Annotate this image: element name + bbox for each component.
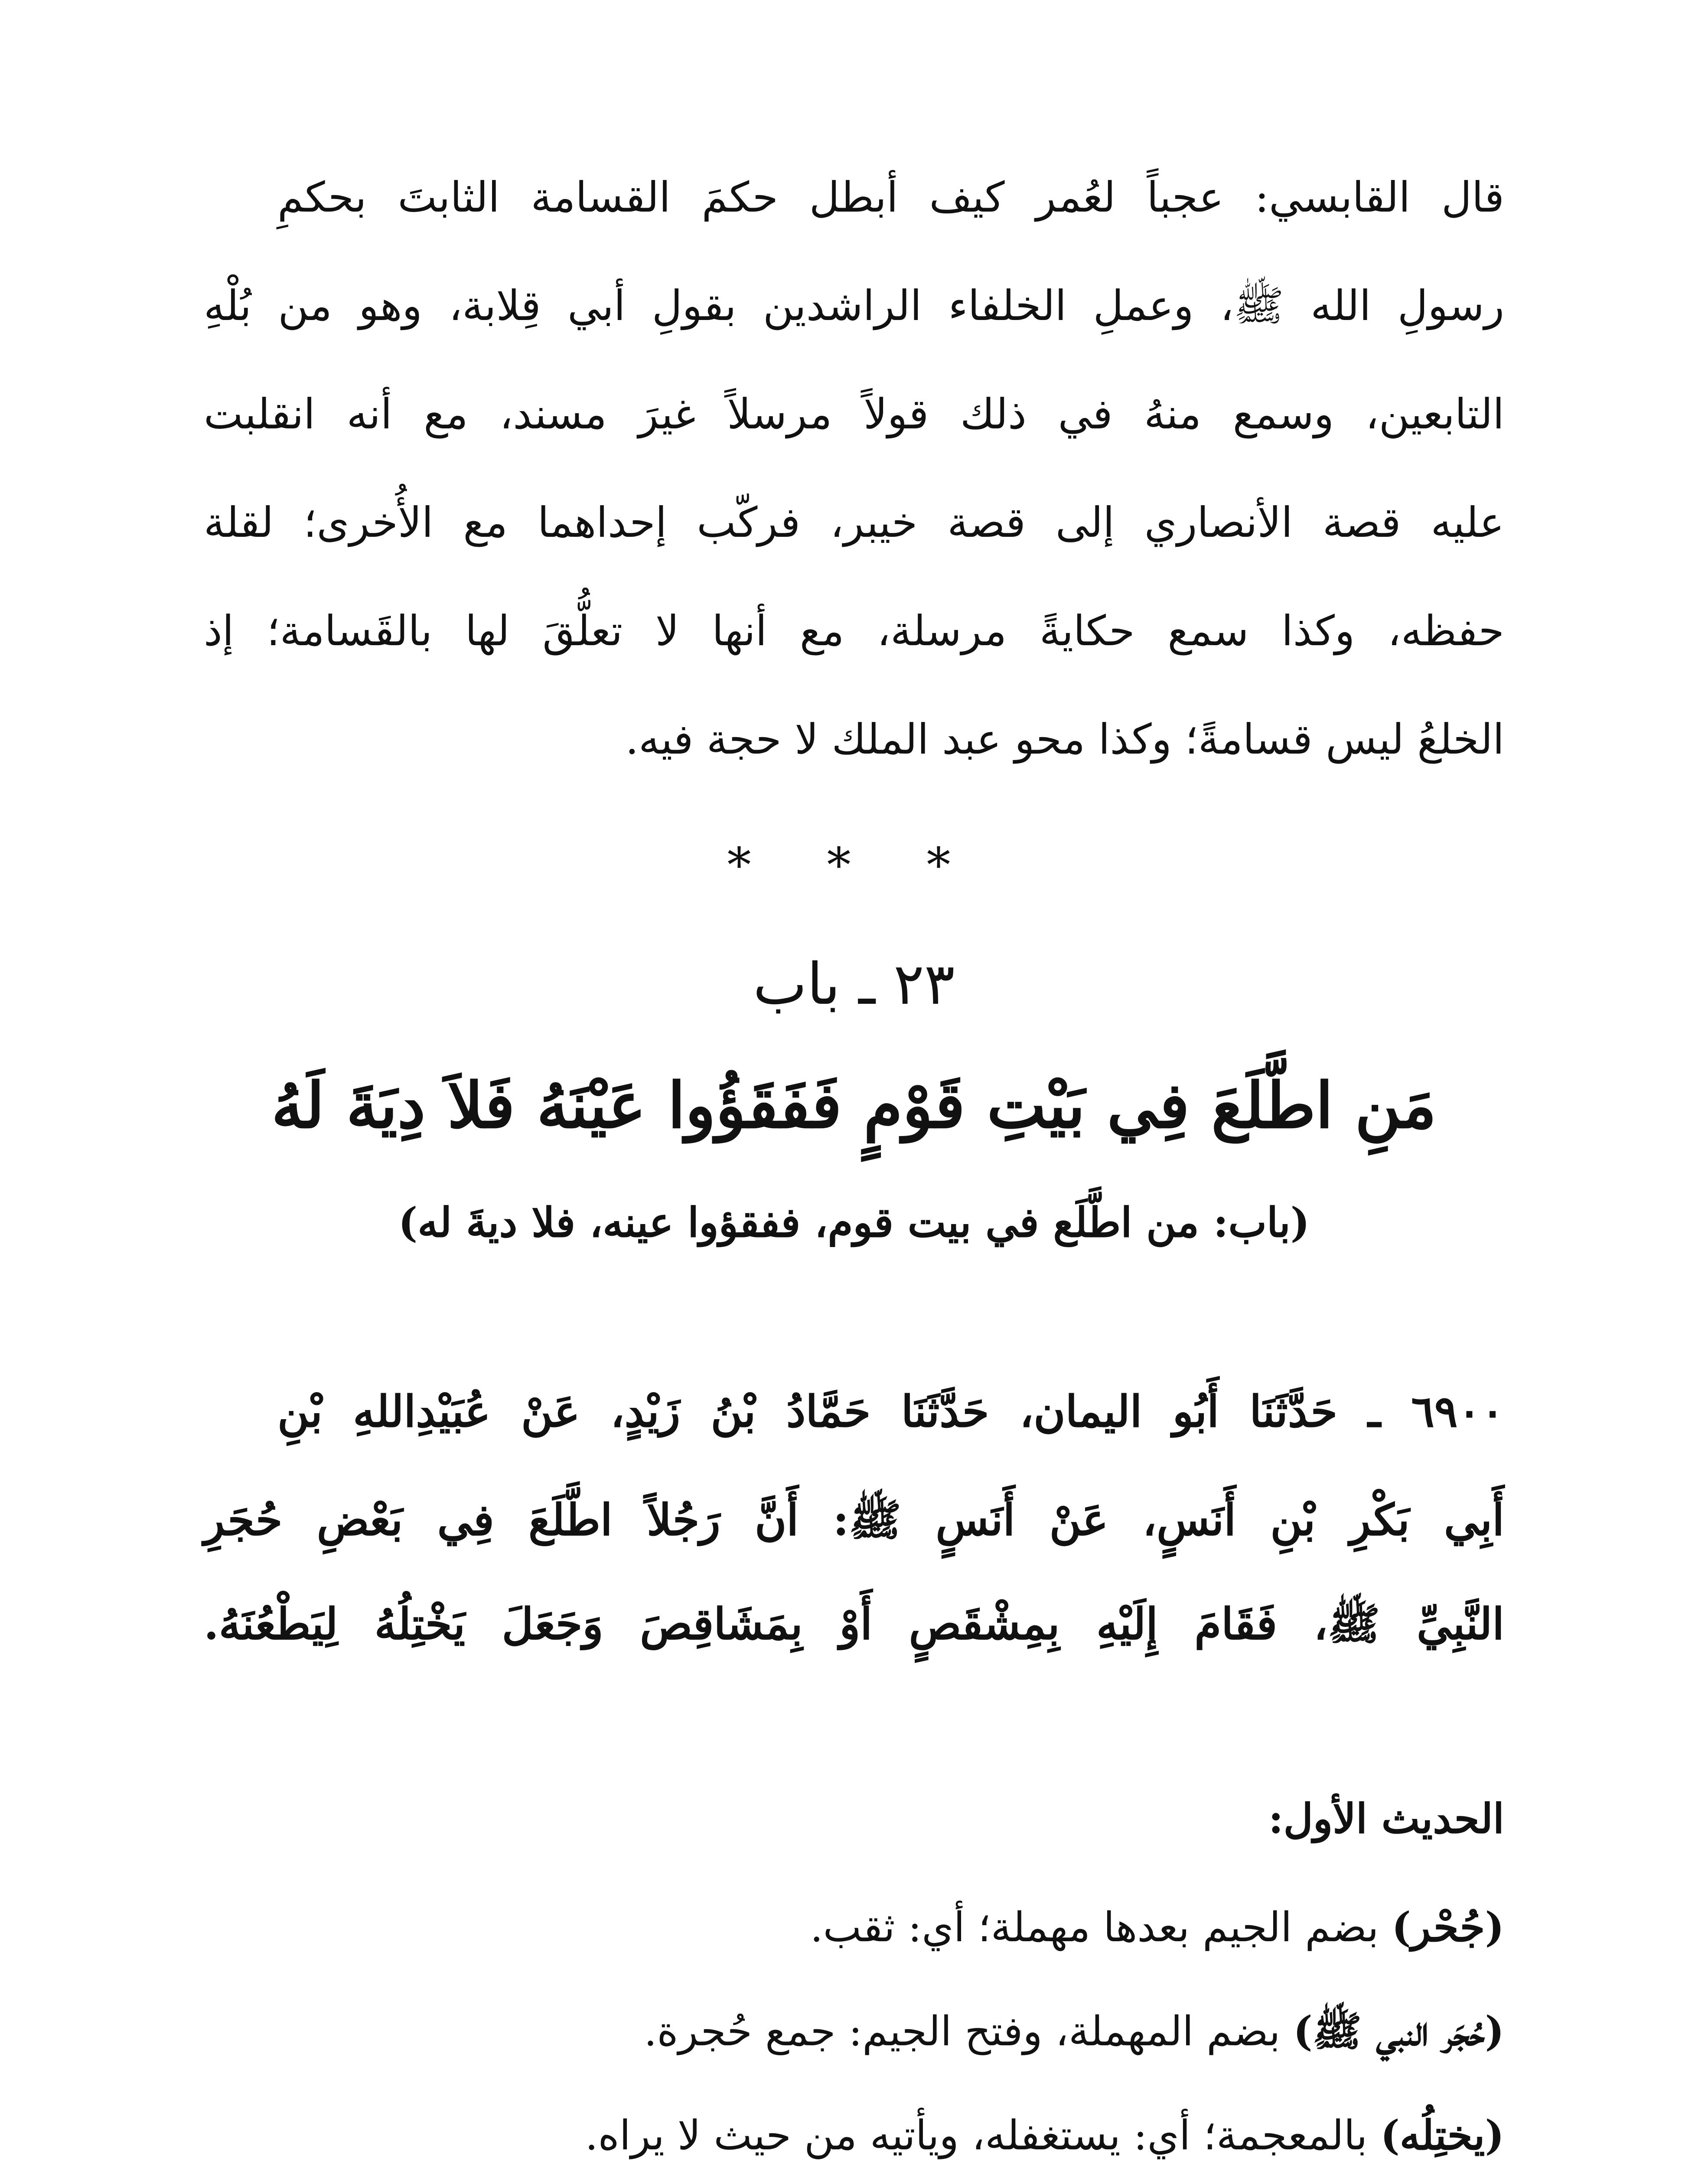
note-item	[277, 1895, 1504, 1960]
note-item	[277, 2103, 1504, 2168]
commentary-line: رسولِ الله ﷺ، وعملِ الخلفاء الراشدين بقولِ أبي قِلابة، وهو من بُلْهِ	[204, 281, 1505, 330]
book-page	[204, 156, 1504, 2168]
notes-heading: الحديث الأول:	[1268, 1795, 1504, 1843]
note-text: بالمعجمة؛ أي: يستغفله، ويأتيه من حيث لا يراه.	[585, 2112, 1381, 2159]
note-item	[277, 1999, 1504, 2064]
commentary-line: عليه قصة الأنصاري إلى قصة خيبر، فركّب إحداهما مع الأُخرى؛ لقلة	[204, 498, 1505, 547]
commentary-line: قال القابسي: عجباً لعُمر كيف أبطل حكمَ القسامة الثابتَ بحكمِ	[277, 173, 1504, 222]
chapter-number: ٢٣ ـ باب	[753, 951, 955, 1018]
chapter-subtitle: (باب: من اطَّلَع في بيت قوم، ففقؤوا عينه، فلا ديةَ له)	[398, 1199, 1310, 1247]
note-term: (جُحْر)	[1392, 1904, 1504, 1951]
note-term: (حُجَر النبي ﷺ)	[1293, 2008, 1504, 2055]
hadith-line: النَّبِيِّ ﷺ، فَقَامَ إِلَيْهِ بِمِشْقَصٍ أَوْ بِمَشَاقِصَ وَجَعَلَ يَخْتِلُهُ لِيَطْعُنَهُ.	[204, 1598, 1504, 1649]
note-text: بضم المهملة، وفتح الجيم: جمع حُجرة.	[644, 2008, 1294, 2055]
hadith-line: أَبِي بَكْرِ بْنِ أَنَسٍ، عَنْ أَنَسٍ ﷺ: أَنَّ رَجُلاً اطَّلَعَ فِي بَعْضِ حُجَرِ	[204, 1494, 1504, 1545]
commentary-line: التابعين، وسمع منهُ في ذلك قولاً مرسلاً غيرَ مسند، مع أنه انقلبت	[204, 390, 1504, 438]
section-separator: * * *	[727, 837, 981, 893]
hadith-line: ٦٩٠٠ ـ حَدَّثَنَا أَبُو اليمان، حَدَّثَنَا حَمَّادُ بْنُ زَيْدٍ، عَنْ عُبَيْدِاللهِ بْنِ	[277, 1386, 1504, 1437]
commentary-line: الخلعُ ليس قسامةً؛ وكذا محو عبد الملك لا حجة فيه.	[625, 715, 1504, 764]
commentary-line: حفظه، وكذا سمع حكايةً مرسلة، مع أنها لا تعلُّقَ لها بالقَسامة؛ إذ	[204, 607, 1504, 655]
chapter-heading: مَنِ اطَّلَعَ فِي بَيْتِ قَوْمٍ فَفَقَؤُوا عَيْنَهُ فَلاَ دِيَةَ لَهُ	[271, 1069, 1437, 1143]
note-text: بضم الجيم بعدها مهملة؛ أي: ثقب.	[810, 1904, 1392, 1951]
note-term: (يختِلُه)	[1380, 2112, 1504, 2159]
